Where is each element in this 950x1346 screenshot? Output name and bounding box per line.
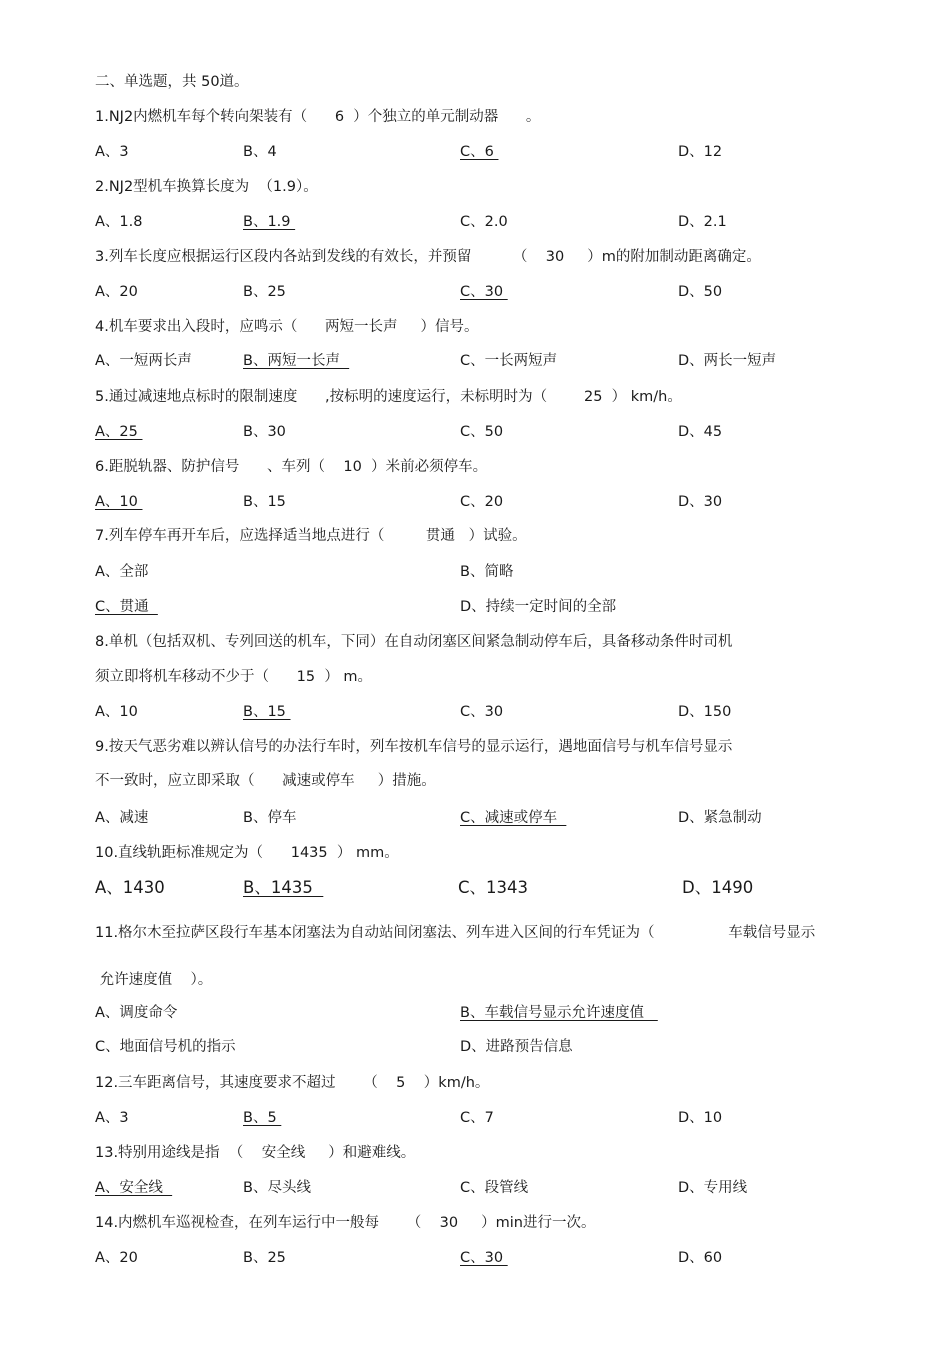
- q6-option-d: D、30: [678, 494, 723, 510]
- question-8-stem-line-1: 8.单机（包括双机、专列回送的机车，下同）在自动闭塞区间紧急制动停车后，具备移动条件时司机: [95, 634, 733, 650]
- q9-option-b: B、停车: [243, 810, 297, 826]
- q14-option-d: D、60: [678, 1250, 723, 1266]
- q1-option-a: A、3: [95, 144, 129, 160]
- q3-option-b: B、25: [243, 284, 286, 300]
- q8-option-d: D、150: [678, 704, 732, 720]
- q6-option-c: C、20: [460, 494, 504, 510]
- q12-option-c: C、7: [460, 1110, 494, 1126]
- question-9-stem-line-2: 不一致时，应立即采取（ 减速或停车 ）措施。: [95, 773, 436, 789]
- q4-option-d: D、两长一短声: [678, 353, 777, 369]
- q3-option-c-answer: C、30: [460, 284, 508, 300]
- q10-option-a: A、1430: [95, 878, 165, 897]
- q11-option-c: C、地面信号机的指示: [95, 1039, 236, 1055]
- q14-option-b: B、25: [243, 1250, 286, 1266]
- q9-option-a: A、减速: [95, 810, 149, 826]
- section-title: 二、单选题，共 50道。: [95, 74, 249, 90]
- question-7-stem: 7.列车停车再开车后，应选择适当地点进行（ 贯通 ）试验。: [95, 528, 527, 544]
- q14-option-a: A、20: [95, 1250, 138, 1266]
- q13-option-b: B、尽头线: [243, 1180, 311, 1196]
- question-13-stem: 13.特别用途线是指 （ 安全线 ）和避难线。: [95, 1145, 416, 1161]
- q8-option-a: A、10: [95, 704, 138, 720]
- q11-option-d: D、进路预告信息: [460, 1039, 573, 1055]
- q14-option-c-answer: C、30: [460, 1250, 508, 1266]
- question-1-stem: 1.NJ2内燃机车每个转向架装有（ 6 ）个独立的单元制动器 。: [95, 109, 541, 125]
- q6-option-a-answer: A、10: [95, 494, 143, 510]
- q9-option-d: D、紧急制动: [678, 810, 762, 826]
- q11-option-b-answer: B、车载信号显示允许速度值: [460, 1005, 658, 1021]
- q1-option-c-answer: C、6: [460, 144, 499, 160]
- question-12-stem: 12.三车距离信号，其速度要求不超过 （ 5 ）km/h。: [95, 1075, 490, 1091]
- question-9-stem-line-1: 9.按天气恶劣难以辨认信号的办法行车时，列车按机车信号的显示运行，遇地面信号与机车信号显示: [95, 739, 733, 755]
- q10-option-c: C、1343: [458, 878, 529, 897]
- q12-option-a: A、3: [95, 1110, 129, 1126]
- q7-option-a: A、全部: [95, 564, 149, 580]
- q13-option-a-answer: A、安全线: [95, 1180, 173, 1196]
- q11-option-a: A、调度命令: [95, 1005, 178, 1021]
- q2-option-d: D、2.1: [678, 214, 727, 230]
- q13-option-c: C、段管线: [460, 1180, 529, 1196]
- q12-option-b-answer: B、5: [243, 1110, 282, 1126]
- q10-option-d: D、1490: [682, 878, 754, 897]
- q5-option-b: B、30: [243, 424, 286, 440]
- q2-option-b-answer: B、1.9: [243, 214, 296, 230]
- q1-option-b: B、4: [243, 144, 277, 160]
- q7-option-d: D、持续一定时间的全部: [460, 599, 617, 615]
- q10-option-b-answer: B、1435: [243, 878, 324, 897]
- q5-option-a-answer: A、25: [95, 424, 143, 440]
- question-4-stem: 4.机车要求出入段时，应鸣示（ 两短一长声 ）信号。: [95, 319, 479, 335]
- question-14-stem: 14.内燃机车巡视检查，在列车运行中一般每 （ 30 ）min进行一次。: [95, 1215, 596, 1231]
- question-10-stem: 10.直线轨距标准规定为（ 1435 ） mm。: [95, 845, 399, 861]
- question-11-stem-line-2: 允许速度值 ）。: [95, 972, 213, 988]
- question-6-stem: 6.距脱轨器、防护信号 、车列（ 10 ）米前必须停车。: [95, 459, 488, 475]
- q1-option-d: D、12: [678, 144, 723, 160]
- q5-option-d: D、45: [678, 424, 723, 440]
- question-5-stem: 5.通过减速地点标时的限制速度 ,按标明的速度运行，未标明时为（ 25 ） km/h。: [95, 389, 682, 405]
- q3-option-d: D、50: [678, 284, 723, 300]
- q4-option-c: C、一长两短声: [460, 353, 558, 369]
- question-3-stem: 3.列车长度应根据运行区段内各站到发线的有效长，并预留 （ 30 ）m的附加制动距离确定。: [95, 249, 761, 265]
- q8-option-c: C、30: [460, 704, 504, 720]
- q4-option-b-answer: B、两短一长声: [243, 353, 350, 369]
- question-11-stem-line-1: 11.格尔木至拉萨区段行车基本闭塞法为自动站间闭塞法、列车进入区间的行车凭证为（ 车载信号显示: [95, 925, 816, 941]
- q4-option-a: A、一短两长声: [95, 353, 192, 369]
- q8-option-b-answer: B、15: [243, 704, 291, 720]
- q12-option-d: D、10: [678, 1110, 723, 1126]
- q13-option-d: D、专用线: [678, 1180, 748, 1196]
- question-8-stem-line-2: 须立即将机车移动不少于（ 15 ） m。: [95, 669, 373, 685]
- question-2-stem: 2.NJ2型机车换算长度为 （1.9）。: [95, 179, 318, 195]
- q7-option-c-answer: C、贯通: [95, 599, 158, 615]
- q7-option-b: B、简略: [460, 564, 514, 580]
- q3-option-a: A、20: [95, 284, 138, 300]
- q9-option-c-answer: C、减速或停车: [460, 810, 567, 826]
- q2-option-c: C、2.0: [460, 214, 508, 230]
- q2-option-a: A、1.8: [95, 214, 143, 230]
- q5-option-c: C、50: [460, 424, 504, 440]
- q6-option-b: B、15: [243, 494, 286, 510]
